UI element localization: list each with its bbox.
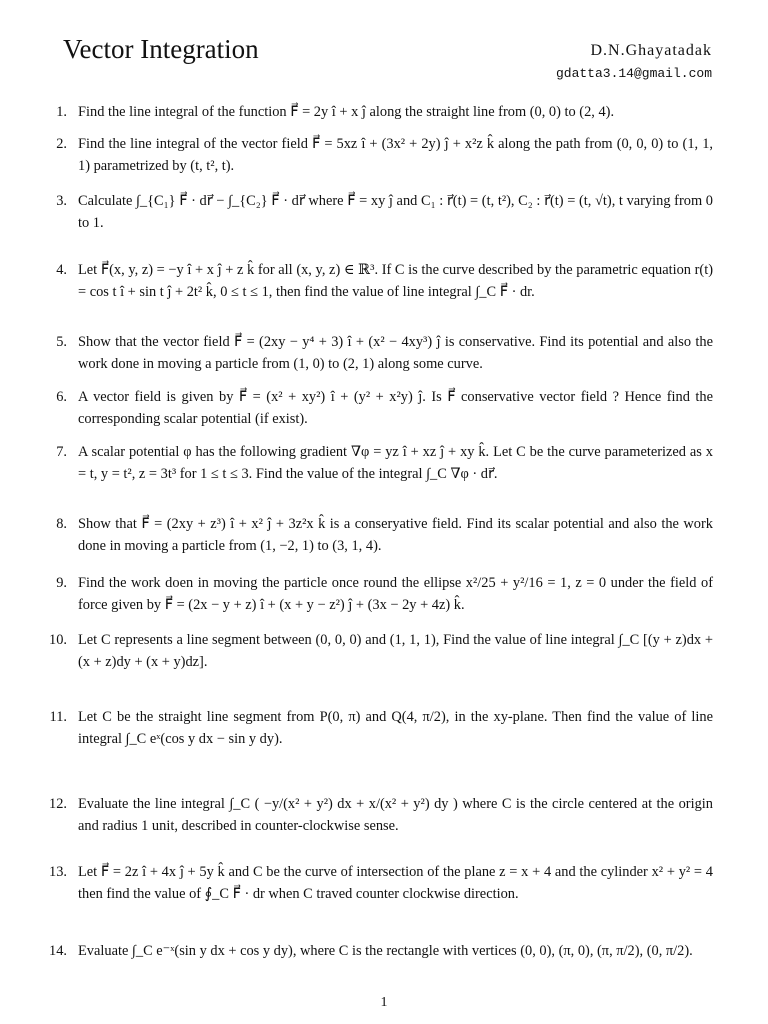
- problem-text: Let C represents a line segment between (0, 0, 0) and (1, 1, 1), Find the value of line integral ∫_C [(y + z)dx + (x + z)dy + (x + y)dz].: [78, 632, 713, 670]
- author-name: D.N.Ghayatadak: [590, 42, 712, 59]
- problem-text: Evaluate ∫_C e⁻ˣ(sin y dx + cos y dy), where C is the rectangle with vertices (0, 0), (π, 0), (π, π/2), (0, π/2).: [78, 943, 693, 959]
- problem-number: 4.: [56, 262, 67, 278]
- problem-number: 3.: [56, 193, 67, 209]
- problem-text: Find the line integral of the vector field F⃗ = 5xz î + (3x² + 2y) ĵ + x²z k̂ along the path from (0, 0, 0) to (1, 1, 1) parametrized by (t, t², t).: [78, 136, 713, 174]
- problem-text: A scalar potential φ has the following gradient ∇φ = yz î + xz ĵ + xy k̂. Let C be the curve parameterized as x = t, y = t², z = 3t³ for 1 ≤ t ≤ 3. Find the value of the integral ∫_C ∇φ · dr⃗.: [78, 444, 713, 482]
- page-number: 1: [380, 995, 388, 1010]
- author-email: gdatta3.14@gmail.com: [555, 66, 712, 81]
- problem-number: 12.: [49, 796, 67, 812]
- problem-text: Calculate ∫_{C₁} F⃗ · dr⃗ − ∫_{C₂} F⃗ · dr⃗ where F⃗ = xy ĵ and C₁ : r⃗(t) = (t, t²), C₂ : r⃗(t) = (t, √t), t varying from 0 to 1.: [78, 193, 713, 231]
- problem-number: 10.: [49, 632, 67, 648]
- problem-number: 2.: [56, 136, 67, 152]
- problem-number: 9.: [56, 575, 67, 591]
- problem-number: 5.: [56, 334, 67, 350]
- problem-number: 7.: [56, 444, 67, 460]
- problem-text: Let C be the straight line segment from P(0, π) and Q(4, π/2), in the xy-plane. Then find the value of line integral ∫_C eˣ(cos y dx − sin y dy).: [78, 709, 713, 747]
- problem-number: 13.: [49, 864, 67, 880]
- page-title: Vector Integration: [63, 34, 259, 64]
- problem-text: Let F⃗ = 2z î + 4x ĵ + 5y k̂ and C be the curve of intersection of the plane z = x + 4 and the cylinder x² + y² = 4 then find the value of ∮_C F⃗ · dr when C traved counter clockwise direction.: [78, 864, 713, 902]
- problem-number: 6.: [56, 389, 67, 405]
- problem-text: A vector field is given by F⃗ = (x² + xy²) î + (y² + x²y) ĵ. Is F⃗ conservative vector field ? Hence find the corresponding scalar potential (if exist).: [78, 389, 713, 427]
- problem-text: Evaluate the line integral ∫_C ( −y/(x² + y²) dx + x/(x² + y²) dy ) where C is the circle centered at the origin and radius 1 unit, described in counter-clockwise sense.: [78, 796, 713, 834]
- problem-number: 11.: [49, 709, 67, 725]
- problem-text: Let F⃗(x, y, z) = −y î + x ĵ + z k̂ for all (x, y, z) ∈ ℝ³. If C is the curve described by the parametric equation r(t) = cos t î + sin t ĵ + 2t² k̂, 0 ≤ t ≤ 1, then find the value of line integral ∫_C F⃗ · dr.: [78, 262, 713, 300]
- problem-number: 14.: [49, 943, 67, 959]
- problem-text: Find the work doen in moving the particle once round the ellipse x²/25 + y²/16 = 1, z = 0 under the field of force given by F⃗ = (2x − y + z) î + (x + y − z²) ĵ + (3x − 2y + 4z) k̂.: [78, 575, 713, 613]
- problem-number: 1.: [56, 104, 67, 120]
- problem-text: Find the line integral of the function F⃗ = 2y î + x ĵ along the straight line from (0, 0) to (2, 4).: [78, 104, 615, 120]
- problem-number: 8.: [56, 516, 67, 532]
- problem-text: Show that F⃗ = (2xy + z³) î + x² ĵ + 3z²x k̂ is a conseryative field. Find its scalar potential and also the work done in moving a particle from (1, −2, 1) to (3, 1, 4).: [78, 516, 713, 554]
- problem-text: Show that the vector field F⃗ = (2xy − y⁴ + 3) î + (x² − 4xy³) ĵ is conservative. Find its potential and also the work done in moving a particle from (1, 0) to (2, 1) along some curve.: [78, 334, 713, 372]
